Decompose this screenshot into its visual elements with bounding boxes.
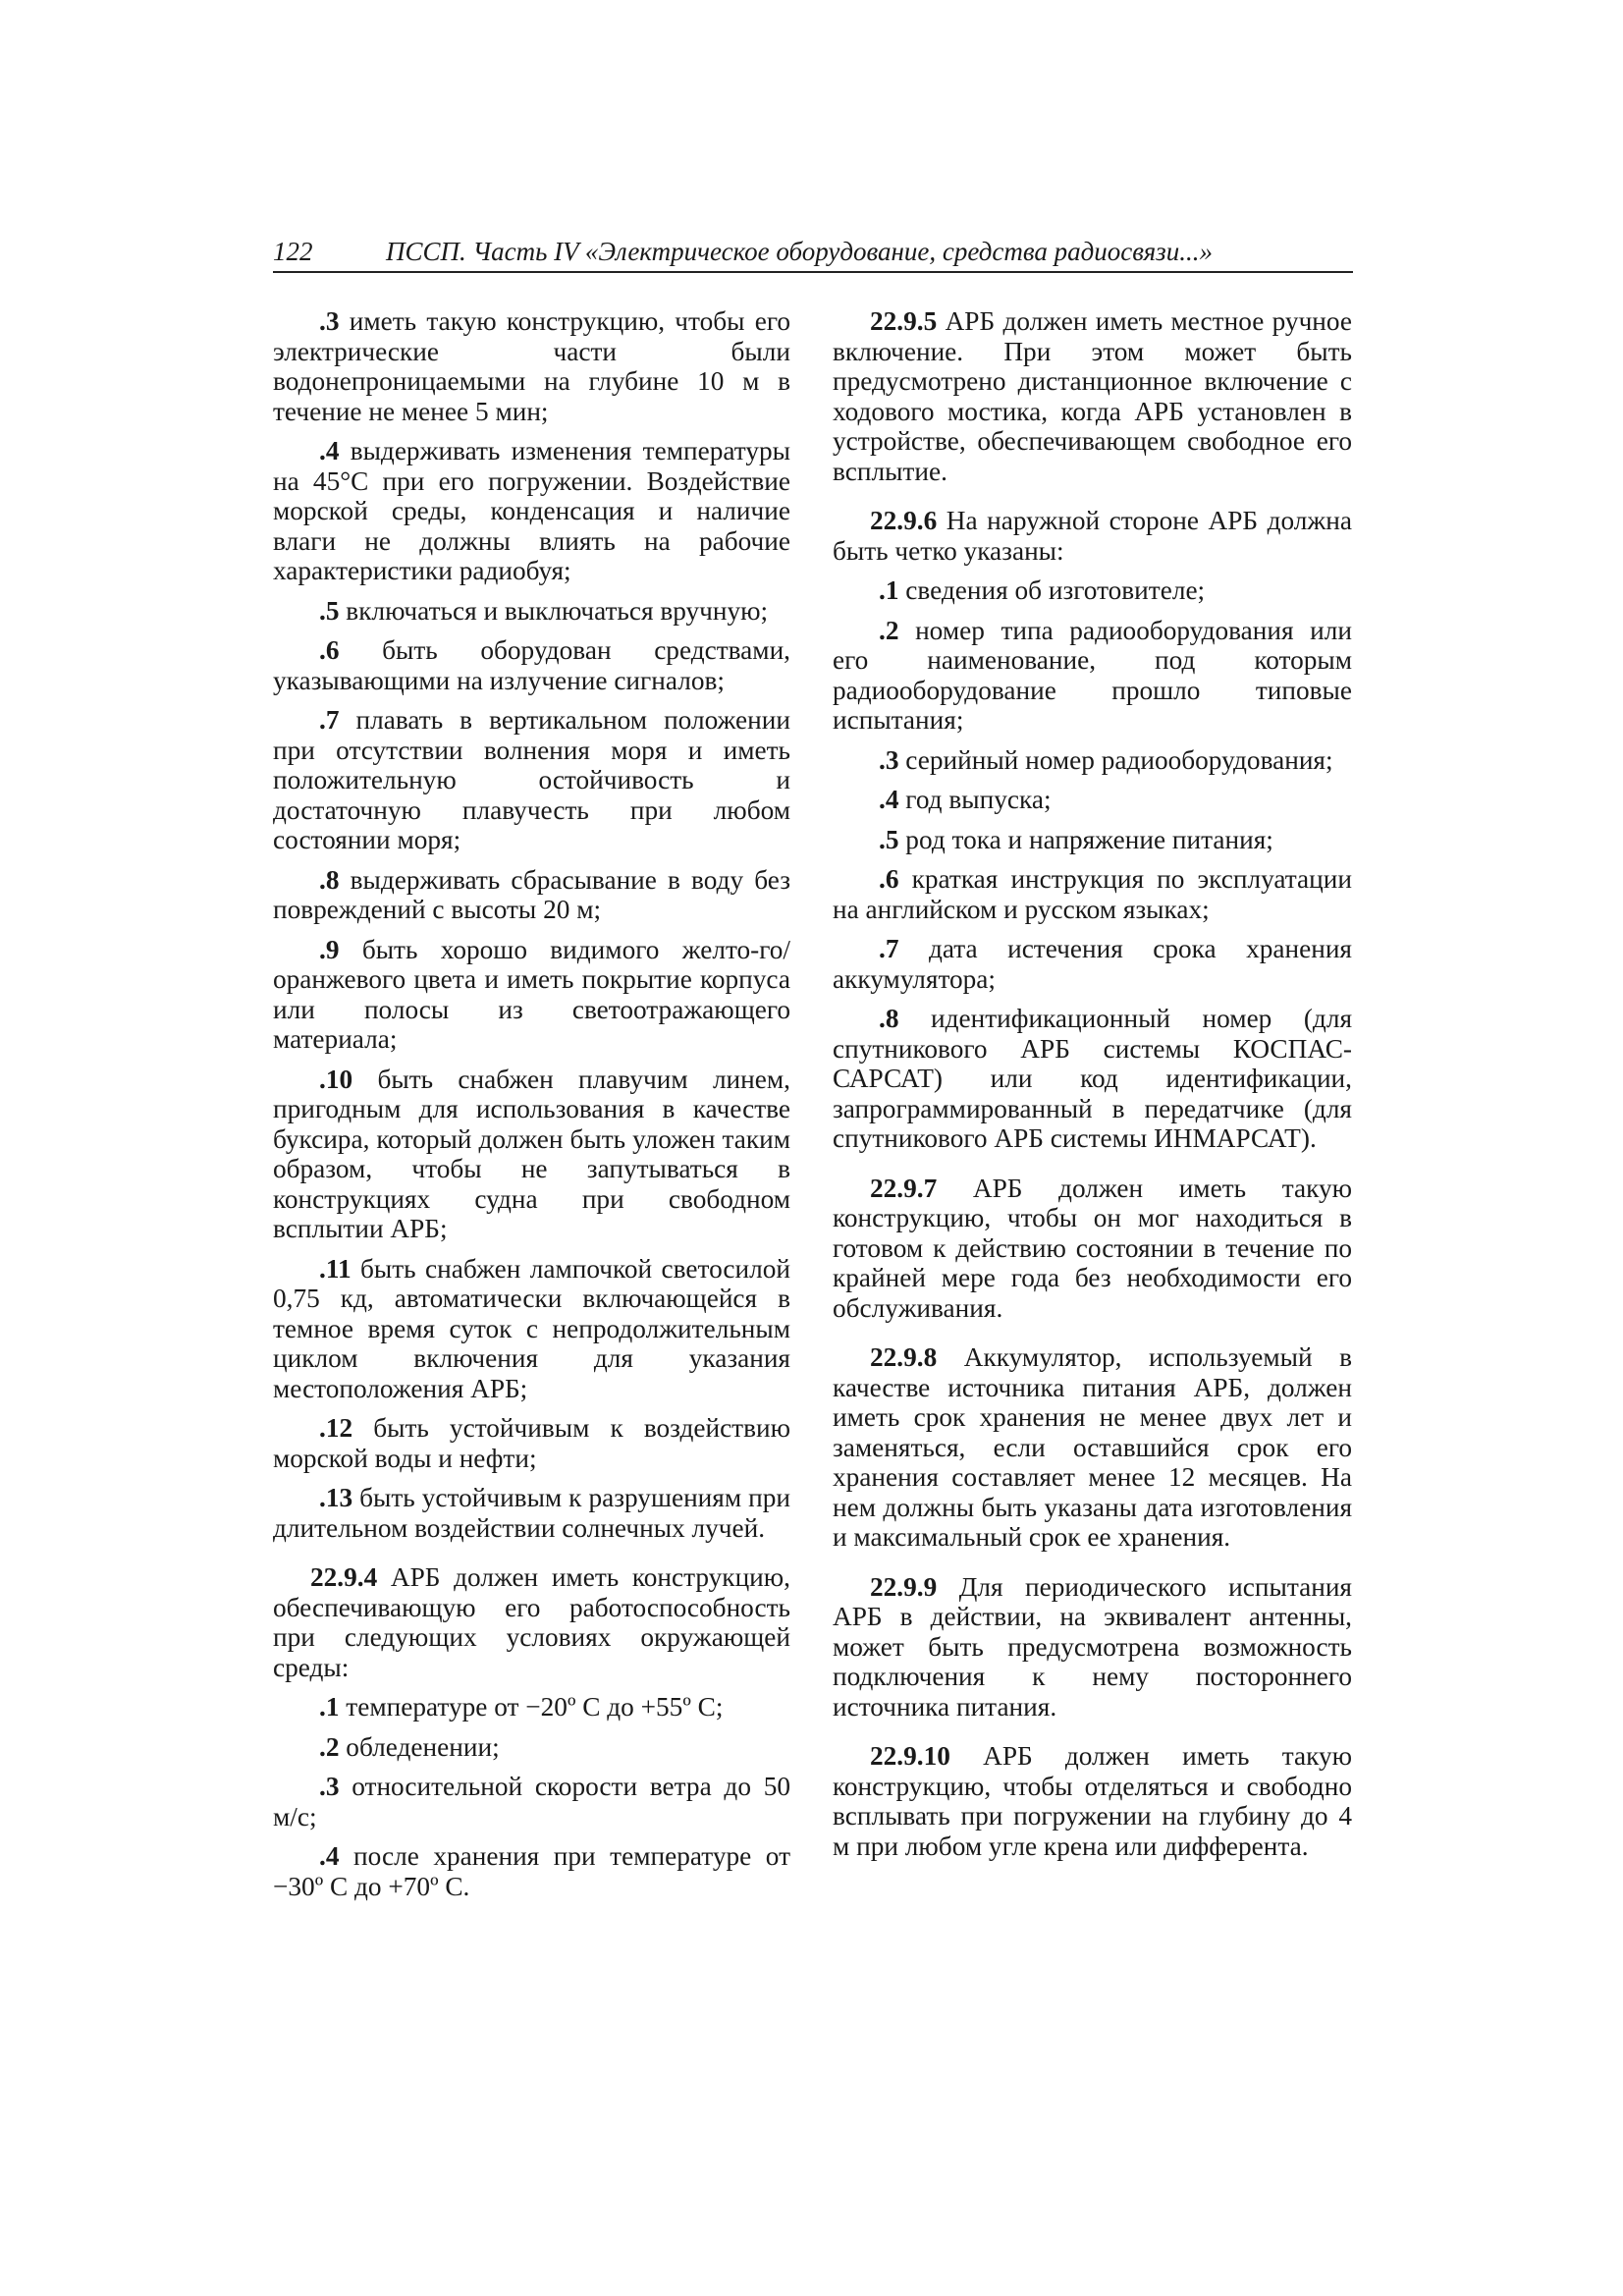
list-item [833, 1004, 1352, 1154]
section-number: 22.9.9 [870, 1571, 938, 1602]
list-item [273, 1254, 790, 1404]
list-item [273, 865, 790, 925]
left-column [273, 306, 790, 1911]
item-marker: .12 [319, 1413, 353, 1443]
list-item [273, 1413, 790, 1473]
paragraph-text: быть хорошо видимого желто-го/оранжевого цвета и иметь покрытие корпуса или полосы из светоотражающего материала; [273, 934, 790, 1054]
item-marker: .4 [319, 1841, 340, 1871]
section-paragraph [273, 1562, 790, 1682]
item-marker: .4 [879, 785, 899, 814]
list-item [833, 825, 1352, 855]
item-marker: .3 [879, 744, 899, 775]
section-number: 22.9.5 [870, 306, 938, 336]
list-item [833, 575, 1352, 606]
paragraph-text: Аккумулятор, используемый в качестве источника питания АРБ, должен иметь срок хранения не менее двух лет и заменяться, если оставшийся срок его хранения составляет менее 12 месяцев. На нем должны быть указаны дата изготовления и максимальный срок ее хранения. [833, 1342, 1352, 1552]
paragraph-text: обледенении; [339, 1731, 500, 1762]
paragraph-text: после хранения при температуре от −30º С до +70º С. [273, 1841, 790, 1901]
paragraph-text: Для периодического испытания АРБ в действии, на эквивалент антенны, может быть предусмотрена возможность подключения к нему постороннего источника питания. [833, 1571, 1352, 1722]
paragraph-text: относительной скорости ветра до 50 м/с; [273, 1772, 790, 1831]
list-item [273, 635, 790, 695]
section-paragraph [833, 306, 1352, 486]
paragraph-text: краткая инструкция по эксплуатации на английском и русском языках; [833, 864, 1352, 924]
paragraph-text: быть снабжен плавучим линем, пригодным для использования в качестве буксира, который должен быть уложен таким образом, чтобы не запутываться в конструкциях судна при свободном всплытии АРБ; [273, 1064, 790, 1243]
paragraph-text: идентификационный номер (для спутникового АРБ системы КОСПАС-САРСАТ) или код идентификации, запрограммированный в передатчике (для спутникового АРБ системы ИНМАРСАТ). [833, 1004, 1352, 1153]
list-item [833, 864, 1352, 924]
list-item [273, 596, 790, 627]
item-marker: .9 [319, 934, 340, 964]
page-number: 122 [273, 237, 313, 266]
item-marker: .8 [319, 864, 340, 895]
item-marker: .10 [319, 1064, 353, 1094]
paragraph-text: род тока и напряжение питания; [898, 824, 1273, 854]
list-item [273, 935, 790, 1055]
item-marker: .8 [879, 1004, 899, 1033]
list-item [833, 934, 1352, 994]
item-marker: .5 [879, 824, 899, 854]
paragraph-text: быть устойчивым к воздействию морской воды и нефти; [273, 1413, 790, 1473]
section-paragraph [833, 1174, 1352, 1324]
item-marker: .3 [319, 306, 340, 336]
paragraph-text: сведения об изготовителе; [898, 575, 1206, 605]
running-header [273, 236, 1353, 273]
paragraph-text: плавать в вертикальном положении при отсутствии волнения моря и иметь положительную остойчивость и достаточную плавучесть при любом состоянии моря; [273, 705, 790, 854]
header-title: ПССП. Часть IV «Электрическое оборудование, средства радиосвязи...» [386, 237, 1213, 266]
item-marker: .13 [319, 1483, 353, 1512]
paragraph-text: На наружной стороне АРБ должна быть четко указаны: [833, 506, 1352, 566]
item-marker: .4 [319, 436, 340, 465]
section-number: 22.9.10 [870, 1741, 950, 1771]
item-marker: .1 [879, 575, 899, 605]
item-marker: .5 [319, 595, 340, 626]
list-item [273, 1692, 790, 1722]
item-marker: .7 [319, 705, 340, 735]
list-item [273, 1065, 790, 1244]
paragraph-text: номер типа радиооборудования или его наименование, под которым радиооборудование прошло типовые испытания; [833, 615, 1352, 735]
paragraph-text: выдерживать изменения температуры на 45°С при его погружении. Воздействие морской среды, конденсация и наличие влаги не должны влиять на рабочие характеристики радиобуя; [273, 436, 790, 585]
paragraph-text: быть оборудован средствами, указывающими на излучение сигналов; [273, 635, 790, 695]
paragraph-text: АРБ должен иметь конструкцию, обеспечивающую его работоспособность при следующих условиях окружающей среды: [273, 1562, 790, 1682]
list-item [273, 1772, 790, 1831]
paragraph-text: быть устойчивым к разрушениям при длительном воздействии солнечных лучей. [273, 1483, 790, 1543]
section-paragraph [833, 1741, 1352, 1861]
list-item [273, 705, 790, 855]
item-marker: .2 [879, 615, 899, 645]
item-marker: .6 [879, 864, 899, 894]
list-item [273, 1483, 790, 1543]
paragraph-text: год выпуска; [898, 785, 1052, 814]
list-item [833, 745, 1352, 776]
paragraph-text: выдерживать сбрасывание в воду без повреждений с высоты 20 м; [273, 864, 790, 924]
section-paragraph [833, 1572, 1352, 1722]
list-item [833, 785, 1352, 815]
list-item [273, 1841, 790, 1901]
list-item [273, 1732, 790, 1763]
item-marker: .2 [319, 1731, 340, 1762]
paragraph-text: АРБ должен иметь такую конструкцию, чтобы отделяться и свободно всплывать при погружении на глубину до 4 м при любом угле крена или дифферента. [833, 1741, 1352, 1861]
item-marker: .1 [319, 1692, 340, 1722]
paragraph-text: быть снабжен лампочкой светосилой 0,75 кд, автоматически включающейся в темное время суток с непродолжительным циклом включения для указания местоположения АРБ; [273, 1253, 790, 1403]
right-column [833, 306, 1352, 1871]
item-marker: .6 [319, 635, 340, 665]
paragraph-text: иметь такую конструкцию, чтобы его электрические части были водонепроницаемыми на глубине 10 м в течение не менее 5 мин; [273, 306, 790, 426]
section-number: 22.9.6 [870, 506, 938, 535]
list-item [833, 616, 1352, 736]
list-item [273, 306, 790, 426]
paragraph-text: дата истечения срока хранения аккумулятора; [833, 934, 1352, 994]
section-number: 22.9.7 [870, 1173, 938, 1203]
paragraph-text: температуре от −20º С до +55º С; [339, 1692, 724, 1722]
paragraph-text: включаться и выключаться вручную; [339, 595, 769, 626]
list-item [273, 436, 790, 586]
paragraph-text: АРБ должен иметь такую конструкцию, чтобы он мог находиться в готовом к действию состоянии в течение по крайней мере года без необходимости его обслуживания. [833, 1173, 1352, 1323]
item-marker: .3 [319, 1772, 340, 1801]
section-paragraph [833, 506, 1352, 566]
item-marker: .11 [319, 1253, 352, 1284]
section-number: 22.9.4 [310, 1562, 378, 1592]
paragraph-text: АРБ должен иметь местное ручное включение. При этом может быть предусмотрено дистанционное включение с ходового мостика, когда АРБ установлен в устройстве, обеспечивающем свободное его всплытие. [833, 306, 1352, 486]
section-paragraph [833, 1342, 1352, 1553]
item-marker: .7 [879, 934, 899, 963]
paragraph-text: серийный номер радиооборудования; [898, 744, 1333, 775]
section-number: 22.9.8 [870, 1342, 938, 1372]
